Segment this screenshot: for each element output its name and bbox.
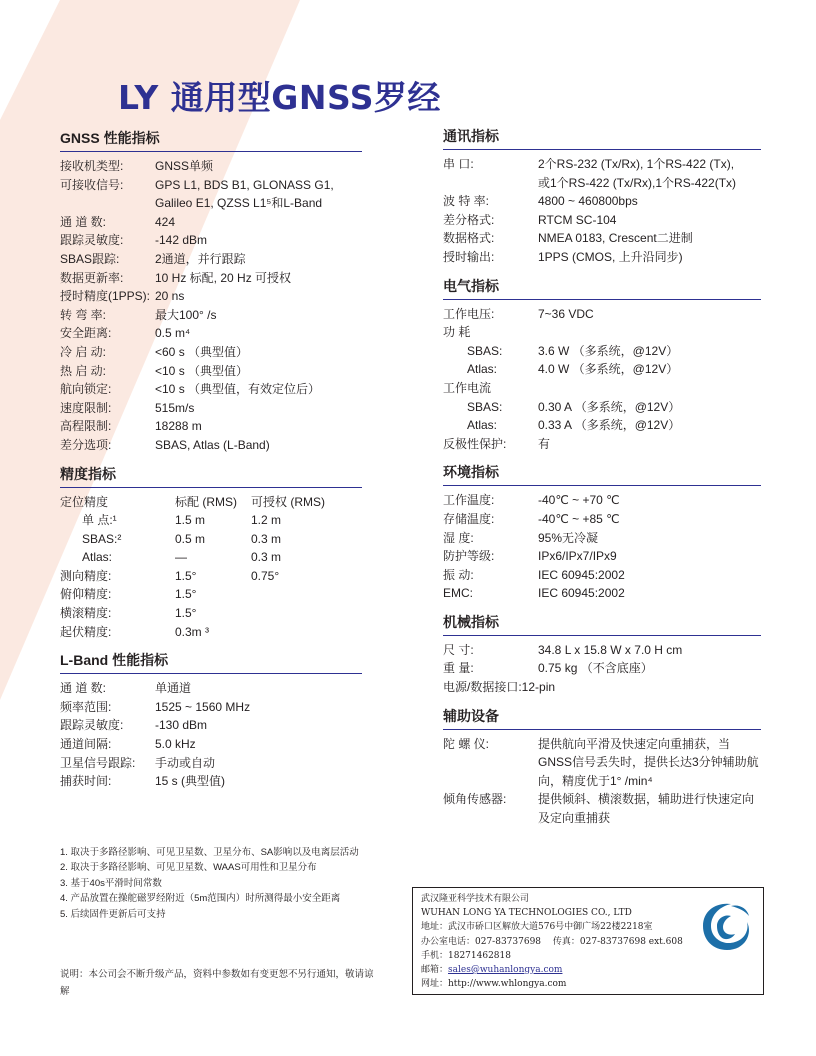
spec-value: 4800 ~ 460800bps: [538, 194, 638, 209]
lband-rows: [60, 679, 362, 791]
spec-value: IPx6/IPx7/IPx9: [538, 549, 617, 564]
spec-label: SBAS:: [467, 343, 503, 358]
spec-row: [60, 698, 362, 717]
disclaimer: 说明：本公司会不断升级产品，资料中参数如有变更恕不另行通知，敬请谅解: [60, 969, 374, 997]
spec-row: [60, 399, 362, 418]
spec-row: [443, 305, 761, 324]
email-link[interactable]: sales@wuhanlongya.com: [448, 965, 563, 976]
aux-section: [443, 706, 761, 828]
spec-row: [60, 231, 362, 250]
accuracy-row: [60, 511, 362, 530]
spec-row: [443, 790, 761, 827]
spec-label: 重 量:: [443, 661, 474, 676]
spec-value: -40℃ ~ +70 ℃: [538, 493, 620, 508]
spec-row: [60, 176, 362, 195]
spec-value: IEC 60945:2002: [538, 567, 625, 582]
spec-row: [60, 157, 362, 176]
spec-value: 4.0 W （多系统，@12V）: [538, 362, 679, 377]
accuracy-header-licensed: 可授权 (RMS): [251, 494, 325, 509]
spec-row: [443, 435, 761, 454]
spec-row: [443, 192, 761, 211]
spec-row: [60, 287, 362, 306]
spec-row: [443, 360, 761, 379]
spec-value: 1PPS (CMOS, 上升沿同步): [538, 249, 683, 264]
accuracy-row: [60, 567, 362, 586]
spec-row: [443, 735, 761, 791]
accuracy-row: [60, 604, 362, 623]
spec-row: [443, 641, 761, 660]
spec-label: 湿 度:: [443, 530, 474, 545]
company-name-en: WUHAN LONG YA TECHNOLOGIES CO., LTD: [421, 908, 632, 919]
company-phone: 办公室电话：027-83737698 传真：027-83737698 ext.608: [421, 936, 683, 947]
lband-heading: L-Band 性能指标: [60, 650, 362, 674]
mech-section: [443, 612, 761, 697]
gnss-section: [60, 128, 362, 455]
spec-value: 7~36 VDC: [538, 306, 594, 321]
email-label: 邮箱：: [421, 965, 449, 976]
spec-label: 反极性保护:: [443, 436, 507, 451]
spec-label: 授时输出:: [443, 249, 495, 264]
spec-value: 34.8 L x 15.8 W x 7.0 H cm: [538, 642, 683, 657]
spec-label: 授时精度(1PPS):: [60, 289, 151, 304]
footnote: 4. 产品放置在操舵磁罗经附近（5m范围内）时所测得最小安全距离: [60, 893, 341, 905]
accuracy-standard: 1.5°: [175, 568, 197, 583]
spec-row: [443, 547, 761, 566]
spec-label: 接收机类型:: [60, 159, 124, 173]
spec-value: SBAS, Atlas (L-Band): [155, 437, 270, 452]
accuracy-standard: 1.5°: [175, 587, 197, 602]
spec-value: <60 s （典型值）: [155, 344, 249, 359]
spec-label: 差分格式:: [443, 212, 495, 227]
spec-value: 10 Hz 标配, 20 Hz 可授权: [155, 270, 292, 285]
spec-label: 数据更新率:: [60, 270, 124, 285]
spec-value: 0.5 m⁴: [155, 326, 191, 341]
spec-label: 转 弯 率:: [60, 307, 107, 322]
lband-section: [60, 650, 362, 791]
accuracy-licensed: 0.75°: [251, 568, 280, 583]
spec-label: 通 道 数:: [60, 214, 107, 229]
spec-value: GPS L1, BDS B1, GLONASS G1,: [155, 177, 334, 192]
spec-value: -130 dBm: [155, 718, 208, 733]
spec-row: [60, 679, 362, 698]
spec-label: 功 耗: [443, 325, 471, 340]
mech-heading: 机械指标: [443, 612, 761, 636]
spec-label: 频率范围:: [60, 699, 112, 714]
spec-value: 424: [155, 214, 176, 229]
accuracy-label: Atlas:: [82, 550, 113, 565]
spec-value: 有: [538, 436, 551, 451]
aux-heading: 辅助设备: [443, 706, 761, 730]
accuracy-heading: 精度指标: [60, 464, 362, 488]
spec-row: [443, 155, 761, 174]
spec-label: 通 道 数:: [60, 681, 107, 696]
spec-value: 515m/s: [155, 400, 195, 415]
spec-row: [60, 716, 362, 735]
spec-value: GNSS单频: [155, 159, 214, 173]
company-mobile: 手机：18271462818: [421, 950, 511, 961]
power-heading: 电气指标: [443, 276, 761, 300]
spec-value: 20 ns: [155, 289, 185, 304]
page-title: LY 通用型GNSS罗经: [118, 78, 442, 117]
spec-row: [60, 362, 362, 381]
spec-row: [443, 416, 761, 435]
accuracy-label: 横滚精度:: [60, 606, 112, 621]
spec-label: Atlas:: [467, 362, 498, 377]
spec-row: [60, 324, 362, 343]
footnote: 5. 后续固件更新后可支持: [60, 908, 166, 920]
spec-value: 95%无冷凝: [538, 530, 599, 545]
gnss-heading: GNSS 性能指标: [60, 128, 362, 152]
spec-label: 速度限制:: [60, 400, 112, 415]
spec-label: 尺 寸:: [443, 642, 474, 657]
spec-row: [443, 323, 761, 342]
spec-value: <10 s （典型值）: [155, 363, 249, 378]
spec-row: [443, 529, 761, 548]
gnss-rows: [60, 157, 362, 455]
spec-label-spacer: [60, 194, 155, 213]
accuracy-row: [60, 548, 362, 567]
spec-label: 电源/数据接口:: [443, 680, 522, 695]
spec-label: 工作电流: [443, 380, 492, 395]
spec-row: [443, 342, 761, 361]
spec-label: 高程限制:: [60, 419, 112, 434]
spec-value: -142 dBm: [155, 233, 208, 248]
spec-value: 18288 m: [155, 419, 202, 434]
accuracy-licensed: 0.3 m: [251, 550, 282, 565]
spec-value: 0.30 A （多系统，@12V）: [538, 399, 681, 414]
spec-row: [443, 211, 761, 230]
accuracy-label: 单 点:¹: [82, 513, 117, 528]
accuracy-standard: 1.5 m: [175, 513, 206, 528]
spec-row: [60, 436, 362, 455]
accuracy-standard: 1.5°: [175, 606, 197, 621]
spec-label: 卫星信号跟踪:: [60, 755, 136, 770]
spec-label-spacer: [443, 174, 538, 193]
spec-label: SBAS:: [467, 399, 503, 414]
spec-label: 捕获时间:: [60, 774, 112, 789]
spec-row: [443, 491, 761, 510]
footnote: 3. 基于40s平滑时间常数: [60, 877, 162, 889]
spec-row: [443, 510, 761, 529]
spec-value: 提供航向平滑及快速定向重捕获，当GNSS信号丢失时，提供长达3分钟辅助航向，精度优于1° /min⁴: [538, 736, 759, 788]
spec-row: [443, 379, 761, 398]
spec-value: <10 s （典型值，有效定位后）: [155, 382, 321, 397]
right-column: [443, 126, 761, 837]
accuracy-label: 测向精度:: [60, 568, 112, 583]
spec-row: [443, 229, 761, 248]
accuracy-header-label: 定位精度: [60, 494, 109, 509]
spec-label: 波 特 率:: [443, 194, 490, 209]
aux-rows: [443, 735, 761, 828]
left-column: [60, 128, 362, 800]
spec-label: 航向锁定:: [60, 382, 112, 397]
spec-row: [60, 380, 362, 399]
spec-label: 存储温度:: [443, 511, 495, 526]
company-address: 地址：武汉市硚口区解放大道576号中御广场22楼2218室: [421, 922, 653, 933]
spec-label: EMC:: [443, 586, 473, 601]
spec-row: [443, 678, 761, 697]
accuracy-row: [60, 530, 362, 549]
spec-label: 跟踪灵敏度:: [60, 233, 124, 248]
spec-value: 1525 ~ 1560 MHz: [155, 699, 251, 714]
spec-value: 3.6 W （多系统，@12V）: [538, 343, 679, 358]
spec-label: 防护等级:: [443, 549, 495, 564]
spec-label: SBAS跟踪:: [60, 251, 120, 266]
comm-section: [443, 126, 761, 267]
spec-value: [538, 379, 761, 398]
spec-label: 安全距离:: [60, 326, 112, 341]
accuracy-label: SBAS:²: [82, 531, 122, 546]
spec-value: 5.0 kHz: [155, 737, 196, 752]
spec-row: [60, 269, 362, 288]
env-section: [443, 462, 761, 603]
spec-row-continuation: [60, 194, 362, 213]
spec-row: [60, 417, 362, 436]
accuracy-label: 俯仰精度:: [60, 587, 112, 602]
spec-value: IEC 60945:2002: [538, 586, 625, 601]
spec-row: [60, 772, 362, 791]
accuracy-header-standard: 标配 (RMS): [175, 494, 237, 509]
footnotes: [60, 845, 420, 922]
accuracy-header-row: [60, 493, 362, 512]
spec-row: [60, 735, 362, 754]
spec-value: 2个RS-232 (Tx/Rx), 1个RS-422 (Tx),: [538, 157, 735, 171]
company-name-cn: 武汉隆亚科学技术有限公司: [421, 894, 530, 904]
spec-row: [60, 754, 362, 773]
company-info-box: [412, 887, 764, 995]
spec-label: 数据格式:: [443, 231, 495, 246]
spec-label: 可接收信号:: [60, 177, 124, 192]
spec-value: [538, 323, 761, 342]
spec-value: 0.33 A （多系统，@12V）: [538, 418, 681, 433]
spec-label: 倾角传感器:: [443, 792, 507, 807]
spec-row-continuation: [443, 174, 761, 193]
spec-value: 2通道，并行跟踪: [155, 251, 246, 266]
spec-row: [60, 343, 362, 362]
footnote: 2. 取决于多路径影响、可见卫星数、WAAS可用性和卫星分布: [60, 862, 317, 874]
company-website[interactable]: 网址：http://www.whlongya.com: [421, 979, 567, 990]
spec-row: [60, 306, 362, 325]
spec-label: 工作电压:: [443, 306, 495, 321]
accuracy-licensed: [251, 623, 362, 642]
accuracy-label: 起伏精度:: [60, 624, 112, 639]
spec-row: [60, 250, 362, 269]
env-rows: [443, 491, 761, 603]
spec-value: -40℃ ~ +85 ℃: [538, 511, 620, 526]
spec-value: 或1个RS-422 (Tx/Rx),1个RS-422(Tx): [538, 175, 737, 190]
spec-value: 最大100° /s: [155, 307, 217, 322]
spec-value: 单通道: [155, 681, 192, 696]
spec-label: 热 启 动:: [60, 363, 107, 378]
spec-label: 工作温度:: [443, 493, 495, 508]
spec-value: 手动或自动: [155, 755, 216, 770]
spec-value: NMEA 0183, Crescent二进制: [538, 231, 693, 246]
spec-value: 12-pin: [521, 680, 556, 695]
spec-row: [443, 659, 761, 678]
spec-label: 冷 启 动:: [60, 344, 107, 359]
spec-row: [443, 398, 761, 417]
spec-label: 串 口:: [443, 157, 474, 171]
mech-rows: [443, 641, 761, 697]
company-logo-icon: [695, 896, 755, 952]
spec-label: 通道间隔:: [60, 737, 112, 752]
spec-row: [443, 584, 761, 603]
spec-label: 振 动:: [443, 567, 474, 582]
company-email-line: [413, 963, 763, 977]
accuracy-licensed: 0.3 m: [251, 531, 282, 546]
accuracy-section: [60, 464, 362, 642]
spec-row: [443, 566, 761, 585]
accuracy-row: [60, 585, 362, 604]
spec-value: 15 s (典型值): [155, 774, 226, 789]
accuracy-standard: 0.3m ³: [175, 624, 210, 639]
comm-rows: [443, 155, 761, 267]
comm-heading: 通讯指标: [443, 126, 761, 150]
spec-value: 0.75 kg （不含底座）: [538, 661, 653, 676]
spec-value: Galileo E1, QZSS L1⁵和L-Band: [155, 196, 323, 211]
accuracy-rows: [60, 511, 362, 641]
spec-label: 跟踪灵敏度:: [60, 718, 124, 733]
accuracy-standard: —: [175, 550, 187, 565]
spec-row: [60, 213, 362, 232]
spec-row: [443, 248, 761, 267]
accuracy-licensed: 1.2 m: [251, 513, 282, 528]
spec-value: 提供倾斜、横滚数据，辅助进行快速定向及定向重捕获: [538, 792, 755, 826]
env-heading: 环境指标: [443, 462, 761, 486]
spec-label: 差分选项:: [60, 437, 112, 452]
accuracy-licensed: [251, 604, 362, 623]
accuracy-licensed: [251, 585, 362, 604]
accuracy-standard: 0.5 m: [175, 531, 206, 546]
power-rows: [443, 305, 761, 454]
spec-label: Atlas:: [467, 418, 498, 433]
accuracy-row: [60, 623, 362, 642]
spec-label: 陀 螺 仪:: [443, 736, 490, 751]
footnote: 1. 取决于多路径影响、可见卫星数、卫星分布、SA影响以及电离层活动: [60, 847, 359, 858]
spec-value: RTCM SC-104: [538, 212, 617, 227]
power-section: [443, 276, 761, 454]
